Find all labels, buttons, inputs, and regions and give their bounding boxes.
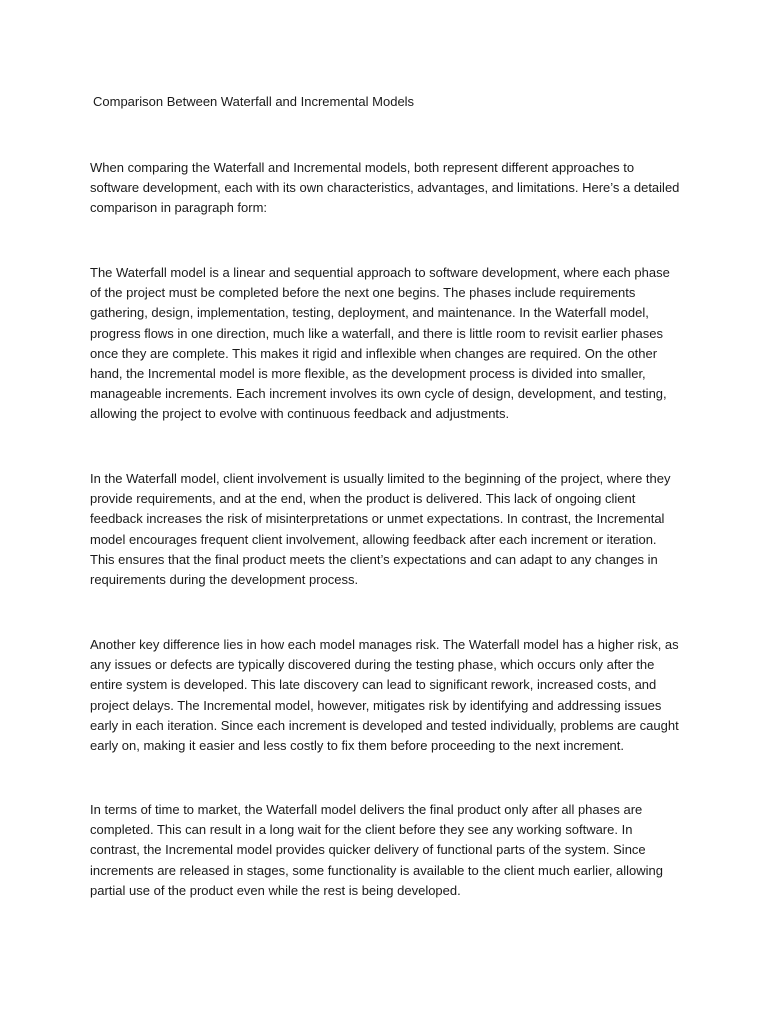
document-title: Comparison Between Waterfall and Incremental Models [93, 94, 415, 109]
paragraph-time-to-market: In terms of time to market, the Waterfall model delivers the final product only after all phases are completed. This can result in a long wait for the client before they see any working software. In contrast, the Incremental model provides quicker delivery of functional parts of the system. Since increments are released in stages, some functionality is available to the client much earlier, allowing partial use of the product even while the rest is being developed. [90, 802, 664, 898]
paragraph-client-involvement: In the Waterfall model, client involvement is usually limited to the beginning of the project, where they provide requirements, and at the end, when the product is delivered. This lack of ongoing client feedback increases the risk of misinterpretations or unmet expectations. In contrast, the Incremental model encourages frequent client involvement, allowing feedback after each increment or iteration. This ensures that the final product meets the client’s expectations and can adapt to any changes in requirements during the development process. [90, 471, 671, 588]
paragraph-process-structure: The Waterfall model is a linear and sequential approach to software development, where each phase of the project must be completed before the next one begins. The phases include requirements gathering, design, implementation, testing, deployment, and maintenance. In the Waterfall model, progress flows in one direction, much like a waterfall, and there is little room to revisit earlier phases once they are complete. This makes it rigid and inflexible when changes are required. On the other hand, the Incremental model is more flexible, as the development process is divided into smaller, manageable increments. Each increment involves its own cycle of design, development, and testing, allowing the project to evolve with continuous feedback and adjustments. [90, 265, 670, 422]
paragraph-intro: When comparing the Waterfall and Incremental models, both represent different approaches to software development, each with its own characteristics, advantages, and limitations. Here’s a detailed comparison in paragraph form: [90, 160, 680, 216]
paragraph-risk-management: Another key difference lies in how each model manages risk. The Waterfall model has a higher risk, as any issues or defects are typically discovered during the testing phase, which occurs only after the entire system is developed. This late discovery can lead to significant rework, increased costs, and project delays. The Incremental model, however, mitigates risk by identifying and addressing issues early in each iteration. Since each increment is developed and tested individually, problems are caught early on, making it easier and less costly to fix them before proceeding to the next increment. [90, 637, 679, 754]
